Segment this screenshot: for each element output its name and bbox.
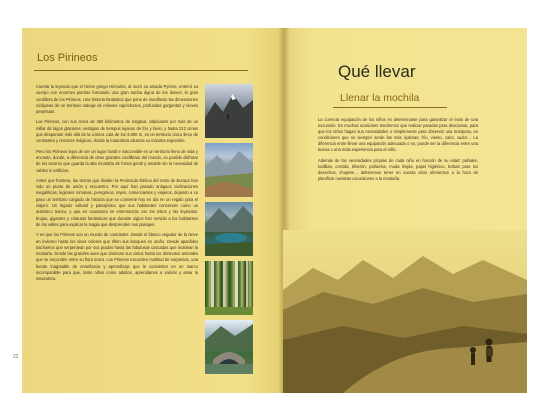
mountain-hikers-photo [205, 84, 253, 138]
child-hikers-mountain-photo [283, 230, 527, 393]
right-paragraph: La correcta equipación de los niños es determinante para garantizar el éxito de una excursión. En muchas ocasiones tendremos que realizar paradas para descansar, para que los niños hagan sus necesidades o simplemente para observar una mariposa, en condiciones que no siempre serán las más óptimas: frío, viento, calor, sudor… La diferencia entre llevar una equipación adecuada o no, puede ser la diferencia entre una buena o una mala experiencia para el niño. [318, 117, 478, 153]
left-paragraph: Cuenta la leyenda que el héroe griego Hércules, al morir su amada Pyrene, enterró su cuerpo con enormes piedras formando una gran tumba digna de los dioses: la gran cordillera de los Pirineos. Una historia fantástica que pone de manifiesto las dimensiones ciclópeas de un territorio salvaje de relieves caprichosos, profundas gargantas y nieves perpetuas. [36, 84, 198, 115]
right-body-text [318, 117, 478, 186]
stone-bridge-river-photo [205, 320, 253, 374]
left-title-rule [34, 70, 248, 71]
left-paragraph: Los Pirineos, con sus cerca de 450 kilómetros de longitud, salpicados por más de un millar de lagos glaciares, vestigios de tiempos lejanos de frío y hielo, y hasta 212 cimas que despuntan más allá de la icónica cota de los 3.000 m, es un territorio único lleno de contrastes y rincones mágicos, donde la naturaleza alcanza su máxima expresión. [36, 119, 198, 144]
forest-trees-photo [205, 261, 253, 315]
left-paragraph: Pero los Pirineos lejos de ser un lugar hostil e inaccesible es un territorio lleno de vida y encanto, donde, a diferencia de otras grandes cordilleras del mundo, es posible disfrutar de los tesoros que guarda la alta montaña de forma gentil y amable sin la necesidad de cables ni artificios. [36, 148, 198, 173]
left-body-text [36, 84, 198, 287]
glacial-lake-photo [205, 202, 253, 256]
right-page-title: Qué llevar [338, 62, 416, 81]
page-number: 22 [13, 354, 19, 360]
right-page-subtitle: Llenar la mochila [340, 92, 420, 104]
left-paragraph: Antes que frontera, las tierras que dividen la Península Ibérica del resto de Europa han sido un punto de unión y encuentro. Por aquí han pasado antiguos civilizaciones megalíticas, legiones romanas, peregrinos, reyes, comerciantes y viajeros, dejando a su paso un territorio cargado de historia que se convierte hoy en día en un regalo para el viajero. Un legado cultural y paisajístico que sus habitantes conservan como un auténtico tesoro, y que en ocasiones se entremezcla con los mitos y las leyendas: brujas, gigantes y criaturas fantásticas que durante siglos han servido a los habitantes de los valles para explicar la magia que desprenden sus paisajes. [36, 177, 198, 227]
left-paragraph: Y es que los Pirineos son un mundo de contrastes. Desde el blanco cegador de la nieve en invierno hasta los vivos colores que tiñen sus bosques en otoño. Desde apacibles riachuelos que serpentean por sus prados hasta las fabulosas cascadas que moldean la montaña. Desde las grandes aves que dominan sus cielos hasta los diminutos animales que se esconden entre su flora única. Los Pirineos esconden multitud de sorpresas, una fuente inagotable de enseñanza y aprendizaje que le convierten en un marco incomparable para que, tanto niños como adultos, aprendamos a valorar y amar la naturaleza. [36, 232, 198, 282]
right-paragraph: Además de las necesidades propias de cada niño en función de su edad: pañales, toallitas, comida, biberón, pañuelos, muda limpia, papel higiénico, bolsas para los desechos, chupete… deberemos tener en cuenta otros elementos a la hora de planificar nuestras excursiones a la montaña. [318, 157, 478, 181]
valley-meadow-photo [205, 143, 253, 197]
right-subtitle-rule [333, 107, 447, 108]
left-page-title: Los Pirineos [37, 52, 98, 64]
